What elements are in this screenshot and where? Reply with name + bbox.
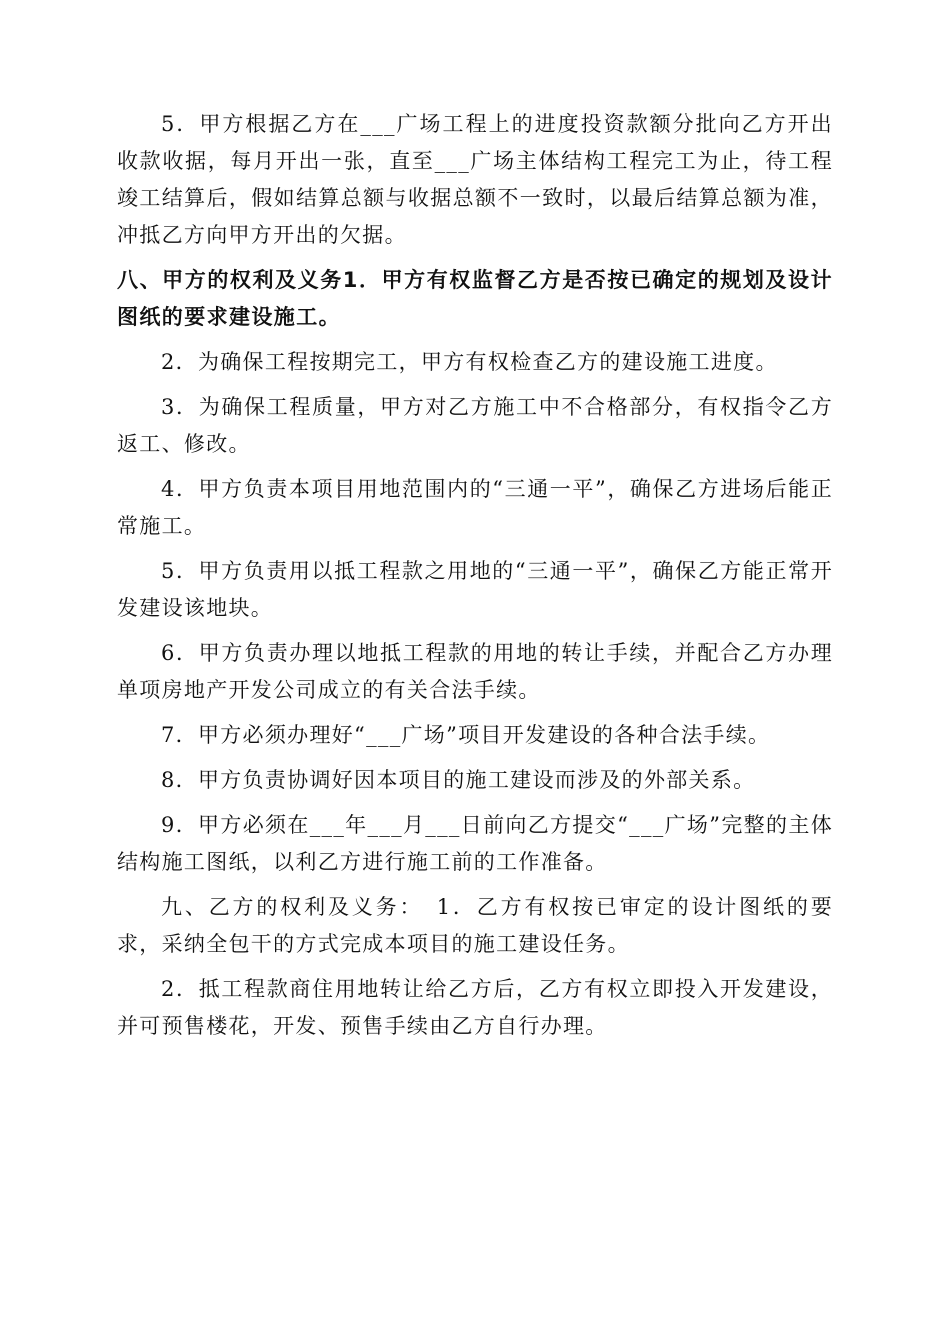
paragraph-8-5: 5．甲方负责用以抵工程款之用地的“三通一平”，确保乙方能正常开发建设该地块。 bbox=[117, 559, 833, 620]
paragraph-8-7: 7．甲方必须办理好“___广场”项目开发建设的各种合法手续。 bbox=[161, 723, 771, 747]
paragraph-8-9: 9．甲方必须在___年___月___日前向乙方提交“___广场”完整的主体结构施工图纸，以利乙方进行施工前的工作准备。 bbox=[117, 813, 833, 874]
paragraph-8-4: 4．甲方负责本项目用地范围内的“三通一平”，确保乙方进场后能正常施工。 bbox=[117, 477, 833, 538]
section-8-heading: 八、甲方的权利及义务1．甲方有权监督乙方是否按已确定的规划及设计图纸的要求建设施工。 bbox=[117, 268, 833, 329]
paragraph-9-2: 2．抵工程款商住用地转让给乙方后，乙方有权立即投入开发建设，并可预售楼花，开发、预售手续由乙方自行办理。 bbox=[117, 977, 833, 1038]
paragraph-8-3: 3．为确保工程质量，甲方对乙方施工中不合格部分，有权指令乙方返工、修改。 bbox=[117, 395, 833, 456]
section-9-paragraph-1: 九、乙方的权利及义务： 1．乙方有权按已审定的设计图纸的要求，采纳全包干的方式完成本项目的施工建设任务。 bbox=[117, 895, 833, 956]
paragraph-8-8: 8．甲方负责协调好因本项目的施工建设而涉及的外部关系。 bbox=[161, 768, 756, 792]
paragraph-8-2: 2．为确保工程按期完工，甲方有权检查乙方的建设施工进度。 bbox=[161, 350, 778, 374]
paragraph-8-6: 6．甲方负责办理以地抵工程款的用地的转让手续，并配合乙方办理单项房地产开发公司成立的有关合法手续。 bbox=[117, 641, 833, 702]
document-body bbox=[117, 106, 833, 1045]
paragraph-receipts: 5．甲方根据乙方在___广场工程上的进度投资款额分批向乙方开出收款收据，每月开出一张，直至___广场主体结构工程完工为止，待工程竣工结算后，假如结算总额与收据总额不一致时，以最后结算总额为准，冲抵乙方向甲方开出的欠据。 bbox=[117, 112, 833, 247]
